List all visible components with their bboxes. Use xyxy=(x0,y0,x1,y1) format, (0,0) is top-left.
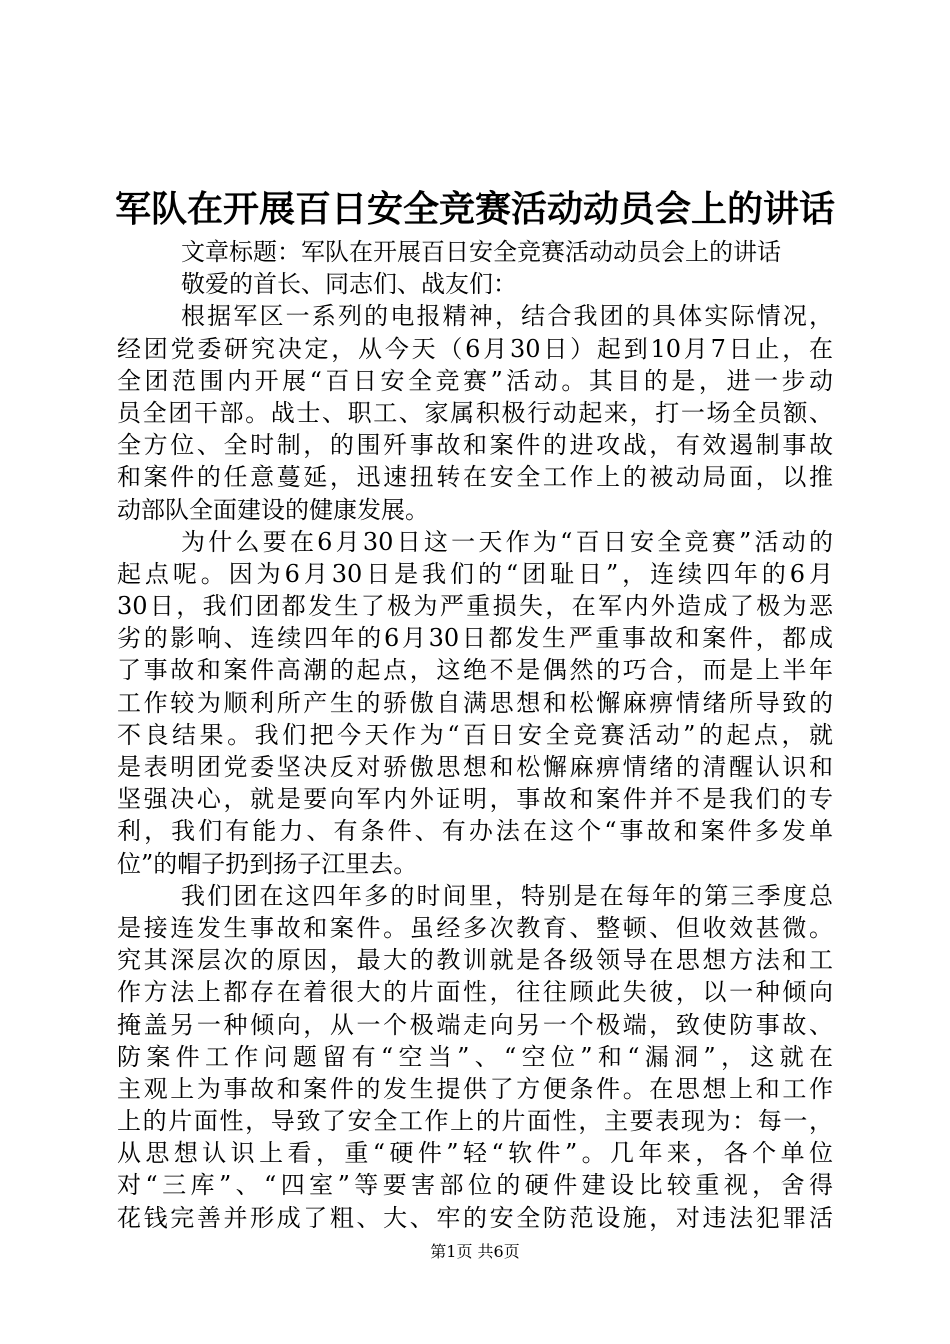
text-line: 是接连发生事故和案件。虽经多次教育、整顿、但收效甚微。 xyxy=(117,913,833,942)
text-line: 不良结果。我们把今天作为“百日安全竞赛活动”的起点，就 xyxy=(117,720,833,749)
text-line: 上的片面性，导致了安全工作上的片面性，主要表现为：每一， xyxy=(117,1107,833,1136)
text-line: 主观上为事故和案件的发生提供了方便条件。在思想上和工作 xyxy=(117,1074,833,1103)
text-line: 对“三库”、“四室”等要害部位的硬件建设比较重视，舍得 xyxy=(117,1171,833,1200)
text-line: 我们团在这四年多的时间里，特别是在每年的第三季度总 xyxy=(181,881,833,910)
text-line: 从思想认识上看，重“硬件”轻“软件”。几年来，各个单位 xyxy=(117,1139,833,1168)
document-body xyxy=(117,236,833,1234)
text-line: 究其深层次的原因，最大的教训就是各级领导在思想方法和工 xyxy=(117,946,833,975)
text-line: 位”的帽子扔到扬子江里去。 xyxy=(117,849,418,878)
text-line: 工作较为顺利所产生的骄傲自满思想和松懈麻痹情绪所导致的 xyxy=(117,688,833,717)
text-line: 劣的影响、连续四年的6月30日都发生严重事故和案件，都成 xyxy=(117,624,833,653)
text-line: 了事故和案件高潮的起点，这绝不是偶然的巧合，而是上半年 xyxy=(117,656,833,685)
text-line: 根据军区一系列的电报精神，结合我团的具体实际情况， xyxy=(181,302,833,331)
text-line: 为什么要在6月30日这一天作为“百日安全竞赛”活动的 xyxy=(181,527,833,556)
text-line: 坚强决心，就是要向军内外证明，事故和案件并不是我们的专 xyxy=(117,785,833,814)
text-line: 防案件工作问题留有“空当”、“空位”和“漏洞”，这就在 xyxy=(117,1042,833,1071)
text-line: 文章标题：军队在开展百日安全竞赛活动动员会上的讲话 xyxy=(181,238,781,266)
text-line: 经团党委研究决定，从今天（6月30日）起到10月7日止，在 xyxy=(117,334,833,363)
page-footer: 第1页 共6页 xyxy=(430,1242,520,1261)
text-line: 动部队全面建设的健康发展。 xyxy=(117,495,429,524)
text-line: 作方法上都存在着很大的片面性，往往顾此失彼，以一种倾向 xyxy=(117,978,833,1007)
text-line: 掩盖另一种倾向，从一个极端走向另一个极端，致使防事故、 xyxy=(117,1010,833,1039)
text-line: 起点呢。因为6月30日是我们的“团耻日”，连续四年的6月 xyxy=(117,559,833,588)
text-line: 全团范围内开展“百日安全竞赛”活动。其目的是，进一步动 xyxy=(117,366,833,395)
text-line: 员全团干部。战士、职工、家属积极行动起来，打一场全员额、 xyxy=(117,398,833,427)
text-line: 是表明团党委坚决反对骄傲思想和松懈麻痹情绪的清醒认识和 xyxy=(117,753,833,781)
text-line: 和案件的任意蔓延，迅速扭转在安全工作上的被动局面，以推 xyxy=(117,463,833,492)
text-line: 30日，我们团都发生了极为严重损失，在军内外造成了极为恶 xyxy=(117,592,833,621)
document-title: 军队在开展百日安全竞赛活动动员会上的讲话 xyxy=(114,188,835,230)
text-line: 全方位、全时制，的围歼事故和案件的进攻战，有效遏制事故 xyxy=(117,431,833,460)
text-line: 花钱完善并形成了粗、大、牢的安全防范设施，对违法犯罪活 xyxy=(117,1203,833,1232)
text-line: 利，我们有能力、有条件、有办法在这个“事故和案件多发单 xyxy=(117,817,833,846)
text-line: 敬爱的首长、同志们、战友们： xyxy=(181,270,517,299)
